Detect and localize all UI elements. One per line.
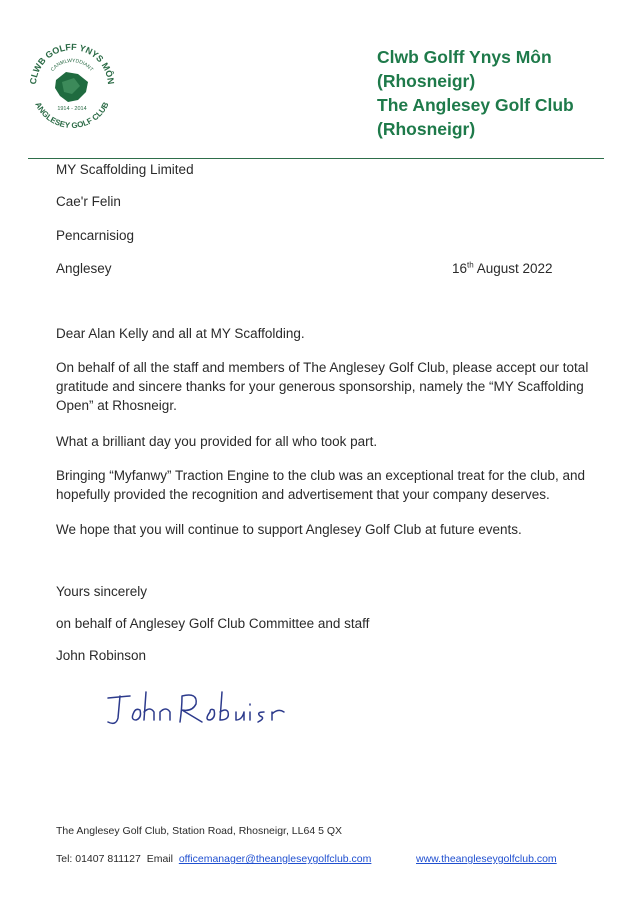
recipient-line-1: MY Scaffolding Limited	[56, 162, 194, 177]
club-english-subtitle: (Rhosneigr)	[377, 119, 476, 139]
body-paragraph-3: Bringing “Myfanwy” Traction Engine to the club was an exceptional treat for the club, and hopefully provided the recognition and advertisement that your company deserves.	[56, 468, 586, 502]
recipient-line-2: Cae'r Felin	[56, 194, 121, 209]
signature-graphic	[100, 684, 310, 732]
footer-contact	[56, 853, 371, 865]
footer-email-label: Email	[146, 853, 173, 865]
club-logo-graphic	[22, 38, 122, 130]
logo-text-inner: CANMLWYDDIANT	[49, 57, 95, 73]
body-paragraph-1: On behalf of all the staff and members of The Anglesey Golf Club, please accept our total gratitude and sincere thanks for your generous sponsorship, namely the “MY Scaffolding Open” at Rhosneigr.	[56, 360, 589, 413]
logo-text-years: 1914 - 2014	[57, 106, 87, 112]
club-welsh-subtitle: (Rhosneigr)	[377, 71, 476, 91]
date-rest: August 2022	[473, 261, 553, 276]
body-paragraph-2: What a brilliant day you provided for all who took part.	[56, 434, 378, 449]
club-logo	[22, 38, 122, 130]
valediction: Yours sincerely	[56, 584, 148, 599]
body-paragraph-4: We hope that you will continue to support Anglesey Golf Club at future events.	[56, 522, 522, 537]
club-english-name: The Anglesey Golf Club	[377, 95, 574, 115]
club-welsh-name: Clwb Golff Ynys Môn	[377, 47, 552, 67]
svg-text:CANMLWYDDIANT	[50, 58, 94, 73]
logo-text-bottom: ANGLESEY GOLF CLUB	[33, 100, 111, 130]
footer-tel: Tel: 01407 811127	[56, 853, 141, 865]
date-day: 16	[452, 261, 468, 276]
recipient-line-4: Anglesey	[56, 261, 112, 276]
footer-email-link[interactable]: officemanager@theangleseygolfclub.com	[178, 853, 372, 865]
footer-address: The Anglesey Golf Club, Station Road, Rhosneigr, LL64 5 QX	[56, 825, 343, 837]
logo-text-top: CLWB GOLFF YNYS MÔN	[27, 41, 117, 85]
date-suffix: th	[467, 260, 474, 270]
svg-text:ANGLESEY GOLF CLUB	[33, 100, 110, 130]
header-divider	[28, 158, 604, 159]
letter-date	[452, 261, 553, 276]
salutation: Dear Alan Kelly and all at MY Scaffolding.	[56, 326, 305, 341]
handwritten-signature	[100, 684, 310, 732]
signatory-name: John Robinson	[56, 648, 147, 663]
footer-website-link[interactable]: www.theangleseygolfclub.com	[416, 853, 557, 865]
club-names	[377, 45, 574, 141]
recipient-line-3: Pencarnisiog	[56, 228, 135, 243]
behalf-line: on behalf of Anglesey Golf Club Committee and staff	[56, 616, 370, 631]
